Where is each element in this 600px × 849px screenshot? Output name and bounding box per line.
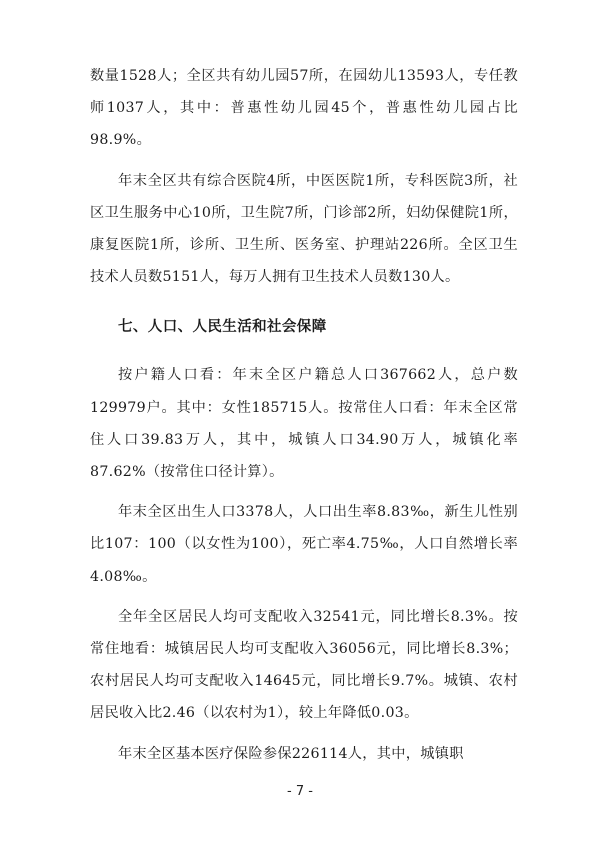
page-content: [90, 60, 518, 770]
paragraph-income: 全年全区居民人均可支配收入32541元，同比增长8.3%。按常住地看：城镇居民人均可支配收入36056元，同比增长8.3%；农村居民人均可支配收入14645元，同比增长9.7%。城镇、农村居民收入比2.46（以农村为1），较上年降低0.03。: [90, 608, 518, 722]
section-heading: 七、人口、人民生活和社会保障: [118, 319, 327, 336]
paragraph-insurance: 年末全区基本医疗保险参保226114人，其中，城镇职: [118, 745, 464, 762]
paragraph-population: 按户籍人口看：年末全区户籍总人口367662人，总户数129979户。其中：女性185715人。按常住人口看：年末全区常住人口39.83万人，其中，城镇人口34.90万人，城镇化率87.62%（按常住口径计算）。: [90, 367, 518, 481]
paragraph-birth-rate: 年末全区出生人口3378人，人口出生率8.83‰，新生儿性别比107：100（以女性为100），死亡率4.75‰，人口自然增长率4.08‰。: [90, 504, 518, 585]
page-number: - 7 -: [287, 784, 313, 799]
paragraph-kindergarten: 数量1528人；全区共有幼儿园57所，在园幼儿13593人，专任教师1037人，其中：普惠性幼儿园45个，普惠性幼儿园占比98.9%。: [90, 68, 518, 149]
paragraph-medical: 年末全区共有综合医院4所，中医医院1所，专科医院3所，社区卫生服务中心10所，卫生院7所，门诊部2所，妇幼保健院1所，康复医院1所，诊所、卫生所、医务室、护理站226所。全区卫生技术人员数5151人，每万人拥有卫生技术人员数130人。: [90, 172, 518, 286]
